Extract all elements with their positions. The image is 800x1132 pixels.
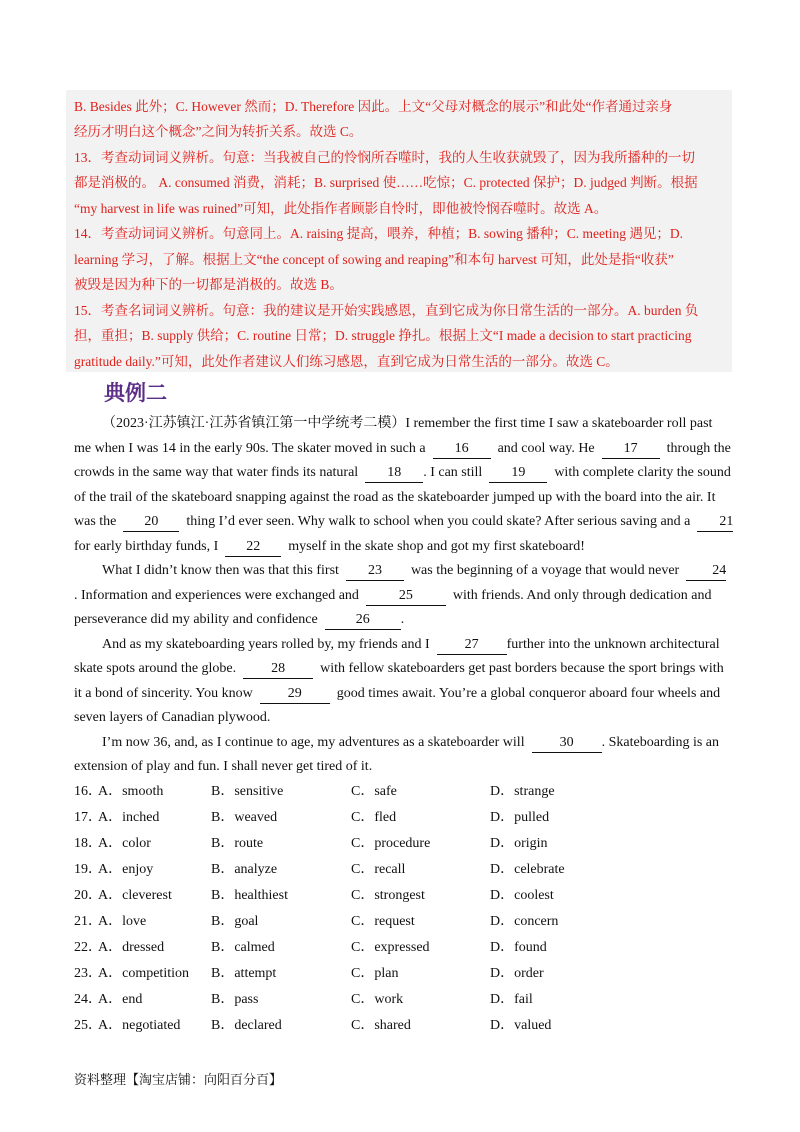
question-number: 25． <box>74 1018 102 1033</box>
option-b[interactable]: B．calmed <box>211 940 275 955</box>
option-d[interactable]: D．celebrate <box>490 862 565 877</box>
blank-18[interactable]: 18 <box>365 464 423 483</box>
question-number: 24． <box>74 992 102 1007</box>
page-footer: 资料整理【淘宝店铺：向阳百分百】 <box>74 1073 283 1088</box>
question-number: 23． <box>74 966 102 981</box>
passage-line <box>74 657 730 681</box>
passage-text: with friends. And only through dedication and <box>452 588 712 603</box>
question-number: 20． <box>74 888 102 903</box>
answer-line: 担，重担；B. supply 供给；C. routine 日常；D. struggle 挣扎。根据上文“I made a decision to start practicing <box>74 328 692 343</box>
answer-line: 被毁是因为种下的一切都是消极的。故选 B。 <box>74 277 343 292</box>
question-row <box>74 962 674 986</box>
blank-28[interactable]: 28 <box>243 660 313 679</box>
passage-text: through the <box>666 441 731 456</box>
passage-line: extension of play and fun. I shall never get tired of it. <box>74 759 373 774</box>
passage-text: I’m now 36, and, as I continue to age, my adventures as a skateboarder will <box>102 735 525 750</box>
passage-text: it a bond of sincerity. You know <box>74 686 253 701</box>
option-d[interactable]: D．valued <box>490 1018 552 1033</box>
passage-text: with complete clarity the sound <box>554 465 731 480</box>
answer-line: gratitude daily.”可知，此处作者建议人们练习感恩，直到它成为日常生活的一部分。故选 C。 <box>74 354 619 369</box>
option-b[interactable]: B．analyze <box>211 862 278 877</box>
option-a[interactable]: A．end <box>98 992 143 1007</box>
option-a[interactable]: A．negotiated <box>98 1018 181 1033</box>
passage-text: and cool way. He <box>497 441 595 456</box>
passage-text: was the <box>74 514 117 529</box>
blank-23[interactable]: 23 <box>346 562 404 581</box>
passage-text: （2023·江苏镇江·江苏省镇江第一中学统考二模）I remember the first time I saw a skateboarder roll past <box>102 416 713 431</box>
blank-21[interactable]: 21 <box>697 513 733 532</box>
option-d[interactable]: D．strange <box>490 784 555 799</box>
option-c[interactable]: C．shared <box>351 1018 411 1033</box>
question-row <box>74 806 674 830</box>
passage-text: skate spots around the globe. <box>74 661 237 676</box>
blank-22[interactable]: 22 <box>225 538 281 557</box>
answer-line: “my harvest in life was ruined”可知，此处指作者顾影自怜时，即他被怜悯吞噬时。故选 A。 <box>74 201 608 216</box>
answer-line: 14．考查动词词义辨析。句意同上。A. raising 提高，喂养，种植；B. sowing 播种；C. meeting 遇见；D. <box>74 226 683 241</box>
option-a[interactable]: A．smooth <box>98 784 164 799</box>
option-d[interactable]: D．found <box>490 940 547 955</box>
option-c[interactable]: C．plan <box>351 966 399 981</box>
option-d[interactable]: D．order <box>490 966 544 981</box>
option-b[interactable]: B．pass <box>211 992 259 1007</box>
answer-line: B. Besides 此外；C. However 然而；D. Therefore 因此。上文“父母对概念的展示”和此处“作者通过亲身 <box>74 99 673 114</box>
option-a[interactable]: A．cleverest <box>98 888 172 903</box>
passage-text: And as my skateboarding years rolled by, my friends and I <box>102 637 430 652</box>
option-c[interactable]: C．work <box>351 992 404 1007</box>
passage-line <box>74 510 734 534</box>
section-title: 典例二 <box>104 381 167 405</box>
option-b[interactable]: B．attempt <box>211 966 277 981</box>
question-row <box>74 884 674 908</box>
passage-line <box>74 437 730 461</box>
question-row <box>74 780 674 804</box>
answer-line: 经历才明白这个概念”之间为转折关系。故选 C。 <box>74 124 363 139</box>
passage-text: with fellow skateboarders get past borders because the sport brings with <box>320 661 724 676</box>
passage-text: . <box>400 612 405 627</box>
blank-20[interactable]: 20 <box>123 513 179 532</box>
option-b[interactable]: B．healthiest <box>211 888 288 903</box>
answer-line: 13．考查动词词义辨析。句意：当我被自己的怜悯所吞噬时，我的人生收获就毁了，因为我所播种的一切 <box>74 150 695 165</box>
passage-line <box>74 608 730 632</box>
option-a[interactable]: A．competition <box>98 966 189 981</box>
blank-26[interactable]: 26 <box>325 611 401 630</box>
blank-25[interactable]: 25 <box>366 587 446 606</box>
blank-30[interactable]: 30 <box>532 734 602 753</box>
option-a[interactable]: A．dressed <box>98 940 165 955</box>
option-a[interactable]: A．color <box>98 836 151 851</box>
option-d[interactable]: D．concern <box>490 914 559 929</box>
blank-19[interactable]: 19 <box>489 464 547 483</box>
question-row <box>74 832 674 856</box>
passage-line <box>74 584 730 608</box>
passage-line: seven layers of Canadian plywood. <box>74 710 271 725</box>
answer-line: learning 学习，了解。根据上文“the concept of sowing and reaping”和本句 harvest 可知，此处是指“收获” <box>74 252 674 267</box>
passage-line <box>74 461 730 485</box>
option-b[interactable]: B．declared <box>211 1018 282 1033</box>
blank-24[interactable]: 24 <box>686 562 726 581</box>
passage-text: crowds in the same way that water finds its natural <box>74 465 359 480</box>
question-number: 22． <box>74 940 102 955</box>
question-row <box>74 1014 674 1038</box>
passage-text: . Information and experiences were exchanged and <box>74 588 359 603</box>
passage-text: . Skateboarding is an <box>601 735 720 750</box>
passage-text: for early birthday funds, I <box>74 539 219 554</box>
passage-text: . I can still <box>423 465 483 480</box>
option-c[interactable]: C．safe <box>351 784 397 799</box>
passage-line <box>74 633 730 657</box>
option-b[interactable]: B．weaved <box>211 810 278 825</box>
option-c[interactable]: C．procedure <box>351 836 431 851</box>
option-c[interactable]: C．recall <box>351 862 406 877</box>
question-row <box>74 988 674 1012</box>
question-number: 17． <box>74 810 102 825</box>
passage-text: thing I’d ever seen. Why walk to school when you could skate? After serious saving and a <box>186 514 691 529</box>
option-d[interactable]: D．origin <box>490 836 548 851</box>
option-d[interactable]: D．fail <box>490 992 533 1007</box>
question-row <box>74 936 674 960</box>
question-number: 16． <box>74 784 102 799</box>
passage-line <box>74 682 730 706</box>
question-number: 21． <box>74 914 102 929</box>
option-d[interactable]: D．pulled <box>490 810 550 825</box>
option-b[interactable]: B．route <box>211 836 264 851</box>
option-a[interactable]: A．inched <box>98 810 160 825</box>
option-a[interactable]: A．enjoy <box>98 862 154 877</box>
blank-17[interactable]: 17 <box>602 440 660 459</box>
option-c[interactable]: C．strongest <box>351 888 425 903</box>
option-c[interactable]: C．fled <box>351 810 397 825</box>
question-row <box>74 858 674 882</box>
passage-text: What I didn’t know then was that this first <box>102 563 339 578</box>
option-c[interactable]: C．request <box>351 914 415 929</box>
passage-line <box>74 559 730 583</box>
passage-text: perseverance did my ability and confidence <box>74 612 318 627</box>
option-b[interactable]: B．sensitive <box>211 784 284 799</box>
passage-line: of the trail of the skateboard snapping against the road as the skateboarder jumped up with the board into the air. It <box>74 490 716 505</box>
passage-line <box>74 535 730 559</box>
answer-line: 15．考查名词词义辨析。句意：我的建议是开始实践感恩，直到它成为你日常生活的一部分。A. burden 负 <box>74 303 699 318</box>
question-row <box>74 910 674 934</box>
option-c[interactable]: C．expressed <box>351 940 430 955</box>
passage-text: me when I was 14 in the early 90s. The skater moved in such a <box>74 441 426 456</box>
option-a[interactable]: A．love <box>98 914 147 929</box>
passage-text: myself in the skate shop and got my first skateboard! <box>288 539 585 554</box>
passage-text: further into the unknown architectural <box>506 637 720 652</box>
answer-line: 都是消极的。 A. consumed 消费，消耗；B. surprised 使……吃惊；C. protected 保护；D. judged 判断。根据 <box>74 175 698 190</box>
blank-29[interactable]: 29 <box>260 685 330 704</box>
blank-16[interactable]: 16 <box>433 440 491 459</box>
passage-text: was the beginning of a voyage that would never <box>410 563 680 578</box>
passage-text: good times await. You’re a global conqueror aboard four wheels and <box>336 686 721 701</box>
option-b[interactable]: B．goal <box>211 914 259 929</box>
question-number: 19． <box>74 862 102 877</box>
passage-line <box>74 412 730 436</box>
question-number: 18． <box>74 836 102 851</box>
blank-27[interactable]: 27 <box>437 636 507 655</box>
option-d[interactable]: D．coolest <box>490 888 554 903</box>
passage-line <box>74 731 730 755</box>
